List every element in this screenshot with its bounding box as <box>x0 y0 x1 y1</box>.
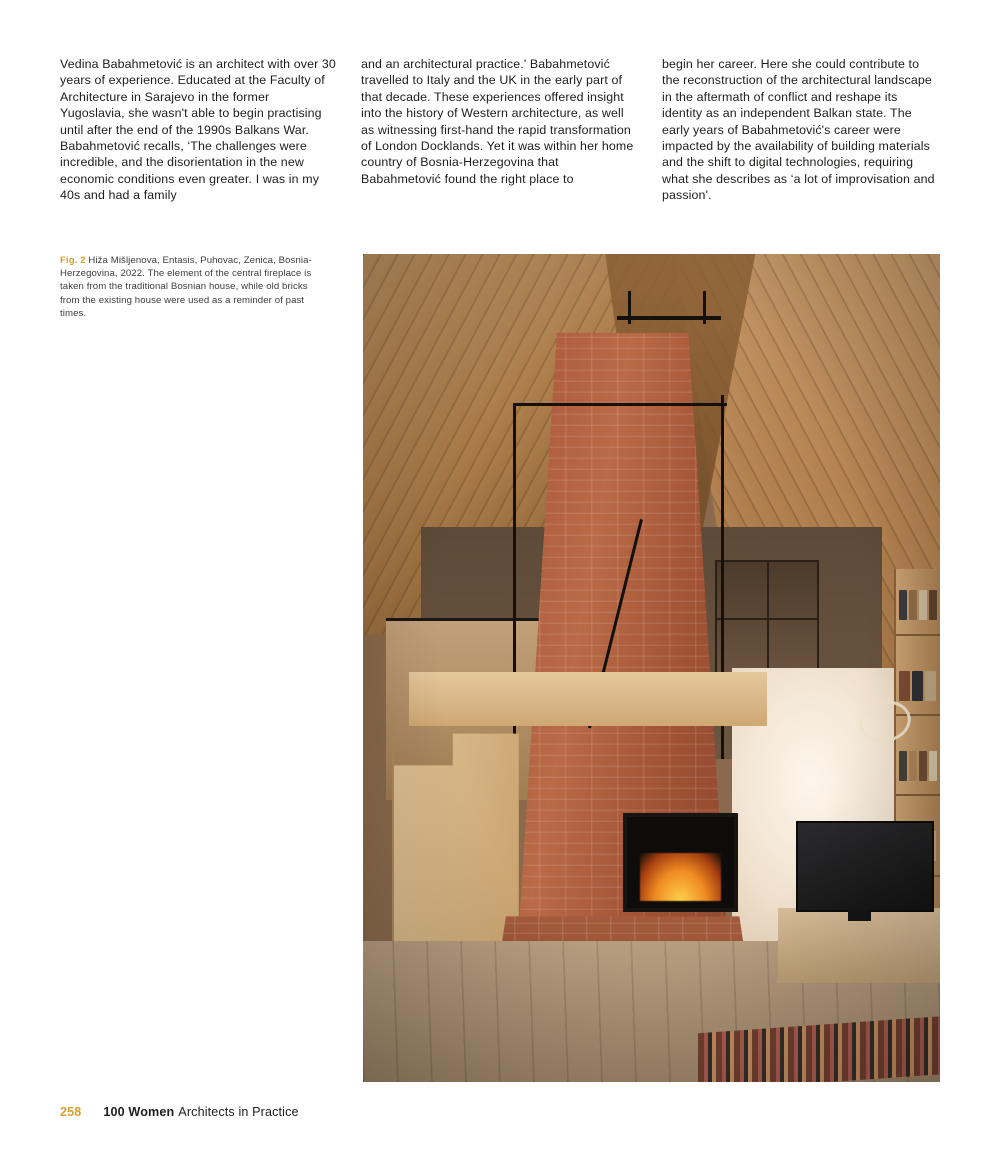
shelf-line <box>896 634 940 636</box>
figure-caption-text: Hiža Mišljenova, Entasis, Puhovac, Zenica, Bosnia-Herzegovina, 2022. The element of the central fireplace is taken from the traditional Bosnian house, while old bricks from the existing house were used as a reminder of past times. <box>60 255 312 319</box>
book-row <box>899 671 936 701</box>
figure-image <box>363 254 940 1082</box>
photo-illustration <box>363 254 940 1082</box>
shelf-line <box>896 794 940 796</box>
interior-window <box>715 560 819 676</box>
article-columns <box>60 56 940 204</box>
fireplace-opening <box>623 813 738 912</box>
fire-flames <box>640 853 722 901</box>
steel-rod <box>628 291 631 324</box>
book-row <box>899 751 936 781</box>
paragraph-column-1: Vedina Babahmetović is an architect with over 30 years of experience. Educated at the Faculty of Architecture in Sarajevo in the former Yugoslavia, she wasn't able to begin practising until after the end of the 1990s Balkans War. Babahmetović recalls, ‘The challenges were incredible, and the disorientation in the new economic conditions even greater. I was in my 40s and had a family <box>60 57 336 203</box>
steel-rod <box>703 291 706 324</box>
text-column-1 <box>60 56 337 204</box>
paragraph-column-3: begin her career. Here she could contribute to the reconstruction of the architectural landscape in the aftermath of conflict and reshape its identity as an independent Balkan state. The early years of Babahmetović's career were impacted by the availability of building materials and the shift to digital technologies, requiring what she describes as ‘a lot of improvisation and passion'. <box>662 57 935 203</box>
television <box>796 821 934 912</box>
page-number: 258 <box>60 1105 82 1119</box>
footer-title-bold: 100 Women <box>103 1105 175 1119</box>
steel-beam <box>513 403 726 406</box>
text-column-2 <box>361 56 638 204</box>
paragraph-column-2: and an architectural practice.' Babahmetović travelled to Italy and the UK in the early part of that decade. These experiences offered insight into the history of Western architecture, as well as witnessing first-hand the rapid transformation of London Docklands. Yet it was within her home country of Bosnia-Herzegovina that Babahmetović found the right place to <box>361 57 634 186</box>
book-row <box>899 590 936 620</box>
footer-title-rest: Architects in Practice <box>178 1105 299 1119</box>
figure-number-label: Fig. 2 <box>60 255 86 266</box>
figure-caption <box>60 254 318 320</box>
page-footer <box>60 1105 299 1119</box>
television-stand <box>848 909 871 921</box>
text-column-3 <box>662 56 939 204</box>
